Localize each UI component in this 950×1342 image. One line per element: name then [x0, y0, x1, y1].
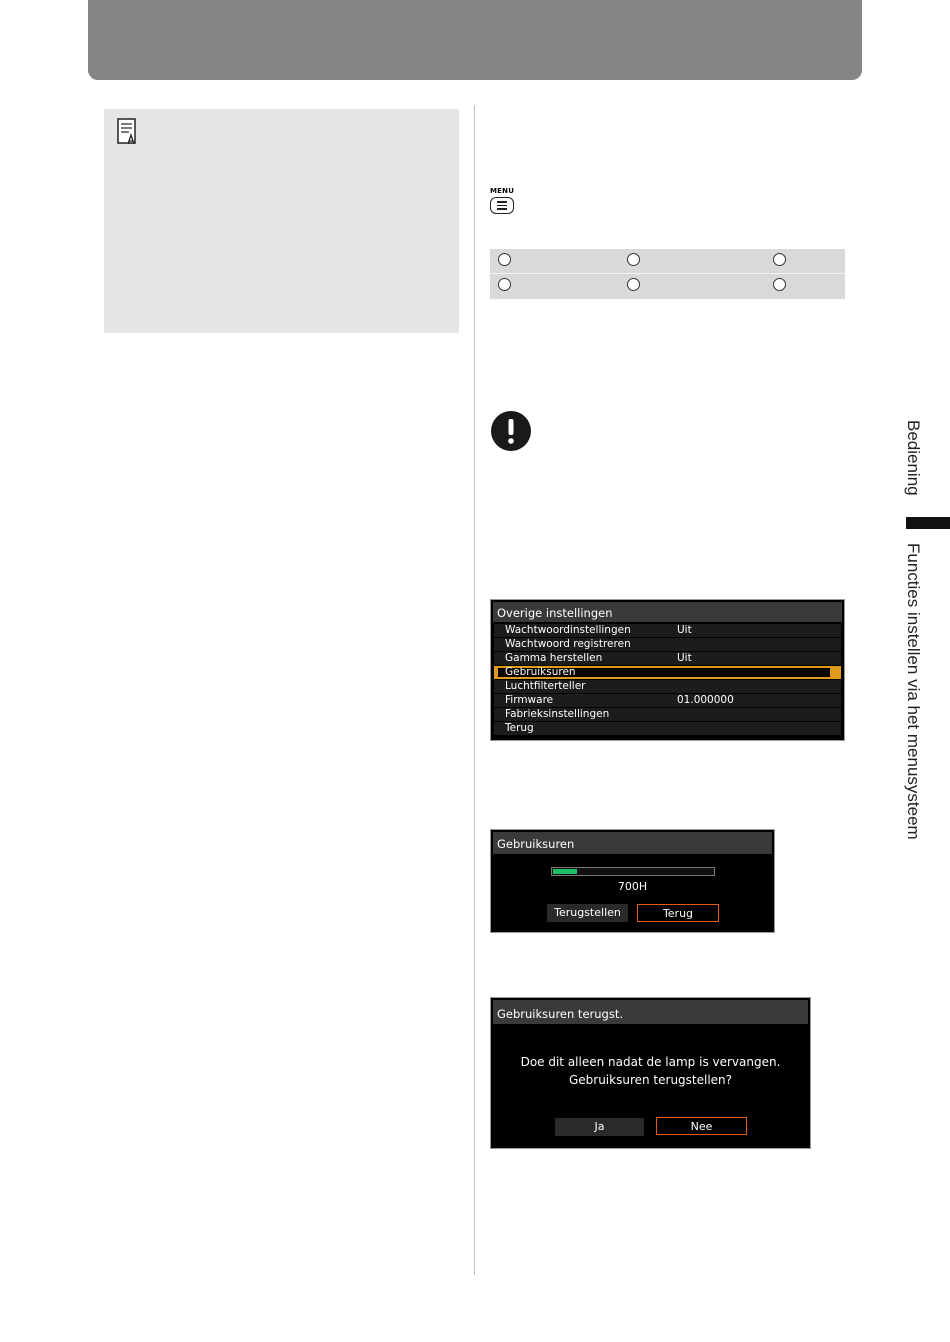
osd-reset-title: Gebruiksuren terugst. — [493, 1000, 808, 1024]
osd-row-label: Firmware — [505, 694, 554, 706]
side-tab-chapter: Functies instellen via het menusysteem — [904, 543, 923, 840]
osd-menu-row-selected[interactable] — [494, 666, 841, 679]
osd-menu-row[interactable] — [494, 638, 841, 651]
osd-menu-row[interactable] — [494, 624, 841, 637]
no-button[interactable]: Nee — [656, 1117, 747, 1135]
usage-progress-fill — [553, 869, 577, 874]
note-icon — [116, 118, 138, 146]
osd-row-label: Wachtwoordinstellingen — [505, 624, 631, 636]
page-header-bar — [88, 0, 862, 80]
step-circle — [498, 278, 511, 291]
osd-row-label: Gebruiksuren — [505, 666, 576, 678]
navigation-table — [490, 249, 845, 299]
osd-row-label: Gamma herstellen — [505, 652, 603, 664]
osd-row-value: Uit — [677, 624, 692, 636]
osd-menu-row[interactable] — [494, 652, 841, 665]
menu-key-label: MENU — [490, 187, 515, 195]
osd-menu-row[interactable] — [494, 694, 841, 707]
osd-row-label: Terug — [505, 722, 534, 734]
step-circle — [498, 253, 511, 266]
reset-message-line1: Doe dit alleen nadat de lamp is vervangen. — [520, 1055, 781, 1069]
osd-menu-title: Overige instellingen — [493, 602, 842, 622]
column-divider — [474, 105, 475, 1275]
yes-button[interactable]: Ja — [555, 1118, 644, 1136]
osd-usage-hours-dialog — [490, 829, 775, 933]
osd-row-label: Fabrieksinstellingen — [505, 708, 610, 720]
osd-row-label: Wachtwoord registreren — [505, 638, 631, 650]
osd-menu-row[interactable] — [494, 722, 841, 735]
step-circle — [773, 253, 786, 266]
reset-button[interactable]: Terugstellen — [547, 904, 628, 922]
caution-icon — [491, 411, 531, 451]
osd-row-label: Luchtfilterteller — [505, 680, 586, 692]
step-circle — [773, 278, 786, 291]
step-circle — [627, 253, 640, 266]
osd-usage-title: Gebruiksuren — [493, 832, 772, 854]
note-box — [104, 109, 459, 333]
osd-reset-confirm-dialog — [490, 997, 811, 1149]
side-tab-section: Bediening — [904, 420, 923, 496]
step-circle — [627, 278, 640, 291]
usage-progress-bar — [551, 867, 715, 876]
osd-menu-other-settings — [490, 599, 845, 741]
side-tab-marker — [906, 517, 950, 529]
menu-key-icon — [488, 187, 520, 217]
osd-menu-row[interactable] — [494, 708, 841, 721]
osd-menu-row[interactable] — [494, 680, 841, 693]
osd-row-value: Uit — [677, 652, 692, 664]
osd-row-value: 01.000000 — [677, 694, 734, 706]
back-button[interactable]: Terug — [637, 904, 719, 922]
reset-message-line2: Gebruiksuren terugstellen? — [568, 1073, 733, 1087]
usage-hours-value: 700H — [617, 880, 648, 893]
